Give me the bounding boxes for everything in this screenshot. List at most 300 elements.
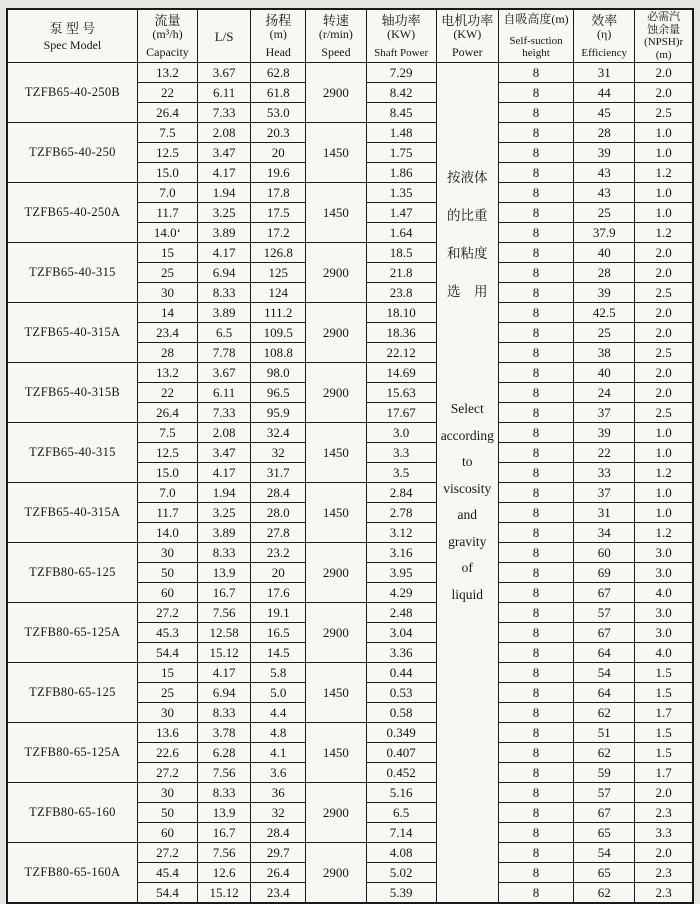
ls-cell: 6.94	[198, 683, 251, 703]
head-cell: 3.6	[251, 763, 306, 783]
efficiency-cell: 43	[574, 183, 635, 203]
head-cell: 17.6	[251, 583, 306, 603]
capacity-cell: 50	[137, 563, 197, 583]
capacity-cell: 13.2	[137, 363, 197, 383]
shaft-power-cell: 3.95	[366, 563, 436, 583]
npsh-cell: 3.0	[635, 603, 693, 623]
efficiency-cell: 37.9	[574, 223, 635, 243]
capacity-cell: 27.2	[137, 763, 197, 783]
suction-cell: 8	[498, 723, 573, 743]
table-row	[7, 363, 693, 383]
head-cell: 17.2	[251, 223, 306, 243]
efficiency-cell: 33	[574, 463, 635, 483]
npsh-cell: 2.0	[635, 83, 693, 103]
npsh-cell: 1.0	[635, 503, 693, 523]
ls-cell: 3.67	[198, 363, 251, 383]
npsh-cell: 1.7	[635, 763, 693, 783]
model-cell: TZFB65-40-250A	[7, 183, 137, 243]
suction-cell: 8	[498, 643, 573, 663]
capacity-cell: 14.0	[137, 523, 197, 543]
head-cell: 32.4	[251, 423, 306, 443]
npsh-cell: 2.5	[635, 343, 693, 363]
head-cell: 124	[251, 283, 306, 303]
efficiency-cell: 65	[574, 823, 635, 843]
motor-power-note: 按液体 的比重 和粘度 选 用 Select according to viscosity and gravity of liquid	[440, 170, 494, 602]
ls-cell: 8.33	[198, 543, 251, 563]
suction-cell: 8	[498, 143, 573, 163]
efficiency-cell: 67	[574, 803, 635, 823]
suction-cell: 8	[498, 163, 573, 183]
ls-cell: 2.08	[198, 423, 251, 443]
table-row	[7, 303, 693, 323]
head-cell: 32	[251, 803, 306, 823]
model-cell: TZFB65-40-250B	[7, 63, 137, 123]
capacity-cell: 27.2	[137, 603, 197, 623]
col-header-speed	[306, 9, 366, 63]
capacity-cell: 22.6	[137, 743, 197, 763]
efficiency-cell: 31	[574, 63, 635, 83]
head-cell: 109.5	[251, 323, 306, 343]
npsh-cell: 2.5	[635, 103, 693, 123]
npsh-cell: 3.0	[635, 563, 693, 583]
npsh-cell: 1.5	[635, 723, 693, 743]
npsh-cell: 1.0	[635, 483, 693, 503]
suction-cell: 8	[498, 443, 573, 463]
shaft-power-cell: 21.8	[366, 263, 436, 283]
capacity-cell: 11.7	[137, 503, 197, 523]
suction-cell: 8	[498, 623, 573, 643]
capacity-cell: 26.4	[137, 103, 197, 123]
npsh-cell: 1.0	[635, 183, 693, 203]
shaft-power-cell: 0.452	[366, 763, 436, 783]
efficiency-cell: 62	[574, 743, 635, 763]
suction-cell: 8	[498, 103, 573, 123]
ls-cell: 4.17	[198, 243, 251, 263]
efficiency-cell: 54	[574, 843, 635, 863]
npsh-cell: 3.0	[635, 543, 693, 563]
capacity-cell: 26.4	[137, 403, 197, 423]
shaft-power-cell: 7.29	[366, 63, 436, 83]
capacity-cell: 25	[137, 263, 197, 283]
efficiency-cell: 67	[574, 583, 635, 603]
npsh-cell: 2.3	[635, 863, 693, 883]
efficiency-cell: 38	[574, 343, 635, 363]
shaft-power-cell: 6.5	[366, 803, 436, 823]
capacity-cell: 22	[137, 83, 197, 103]
efficiency-cell: 28	[574, 263, 635, 283]
table-row	[7, 123, 693, 143]
ls-cell: 3.25	[198, 503, 251, 523]
head-cell: 16.5	[251, 623, 306, 643]
speed-header-en: Speed	[321, 45, 351, 59]
capacity-cell: 30	[137, 283, 197, 303]
ls-cell: 6.28	[198, 743, 251, 763]
speed-cell: 1450	[306, 483, 366, 543]
shaft-power-cell: 3.3	[366, 443, 436, 463]
suction-cell: 8	[498, 383, 573, 403]
ls-cell: 3.67	[198, 63, 251, 83]
head-cell: 53.0	[251, 103, 306, 123]
shaft-power-cell: 7.14	[366, 823, 436, 843]
shaft-power-cell: 1.47	[366, 203, 436, 223]
ls-cell: 3.25	[198, 203, 251, 223]
npsh-cell: 2.0	[635, 303, 693, 323]
shaft-power-cell: 0.53	[366, 683, 436, 703]
capacity-cell: 25	[137, 683, 197, 703]
ls-cell: 4.17	[198, 663, 251, 683]
speed-cell: 2900	[306, 603, 366, 663]
head-cell: 111.2	[251, 303, 306, 323]
speed-cell: 1450	[306, 123, 366, 183]
shaft-power-cell: 1.75	[366, 143, 436, 163]
shaft-power-cell: 8.45	[366, 103, 436, 123]
efficiency-cell: 60	[574, 543, 635, 563]
head-cell: 108.8	[251, 343, 306, 363]
table-row	[7, 723, 693, 743]
table-row	[7, 423, 693, 443]
shaft-power-cell: 2.78	[366, 503, 436, 523]
capacity-cell: 30	[137, 543, 197, 563]
capacity-cell: 50	[137, 803, 197, 823]
shaft-power-cell: 3.16	[366, 543, 436, 563]
head-cell: 23.2	[251, 543, 306, 563]
suction-cell: 8	[498, 263, 573, 283]
speed-header-zh: 转速	[322, 13, 349, 28]
suction-cell: 8	[498, 463, 573, 483]
ls-cell: 2.08	[198, 123, 251, 143]
shaft-power-cell: 5.02	[366, 863, 436, 883]
shaft-power-cell: 14.69	[366, 363, 436, 383]
suction-cell: 8	[498, 543, 573, 563]
capacity-cell: 13.6	[137, 723, 197, 743]
ls-header-label: L/S	[214, 28, 234, 44]
efficiency-cell: 31	[574, 503, 635, 523]
head-cell: 5.0	[251, 683, 306, 703]
ls-cell: 1.94	[198, 483, 251, 503]
shaft-power-cell: 5.39	[366, 883, 436, 904]
speed-cell: 2900	[306, 783, 366, 843]
capacity-cell: 27.2	[137, 843, 197, 863]
suction-cell: 8	[498, 863, 573, 883]
shaft-power-cell: 0.407	[366, 743, 436, 763]
capacity-cell: 30	[137, 783, 197, 803]
head-cell: 26.4	[251, 863, 306, 883]
npsh-header-zh1: 必需汽	[647, 11, 681, 23]
model-cell: TZFB80-65-125	[7, 663, 137, 723]
shaft-power-cell: 4.08	[366, 843, 436, 863]
head-cell: 96.5	[251, 383, 306, 403]
spec-table-body	[7, 63, 693, 904]
head-cell: 61.8	[251, 83, 306, 103]
capacity-cell: 12.5	[137, 443, 197, 463]
speed-cell: 1450	[306, 183, 366, 243]
head-cell: 4.4	[251, 703, 306, 723]
capacity-cell: 15.0	[137, 463, 197, 483]
table-row	[7, 783, 693, 803]
ls-cell: 15.12	[198, 883, 251, 904]
pump-spec-table	[6, 8, 694, 904]
shaft-power-cell: 3.12	[366, 523, 436, 543]
capacity-cell: 45.4	[137, 863, 197, 883]
capacity-cell: 30	[137, 703, 197, 723]
speed-cell: 2900	[306, 303, 366, 363]
npsh-cell: 2.0	[635, 243, 693, 263]
npsh-header-en1: (NPSH)r	[644, 36, 684, 48]
ls-cell: 6.94	[198, 263, 251, 283]
ls-cell: 1.94	[198, 183, 251, 203]
suction-cell: 8	[498, 803, 573, 823]
ls-cell: 16.7	[198, 583, 251, 603]
suction-cell: 8	[498, 123, 573, 143]
efficiency-cell: 54	[574, 663, 635, 683]
ls-cell: 8.33	[198, 783, 251, 803]
ls-cell: 6.11	[198, 83, 251, 103]
suction-cell: 8	[498, 563, 573, 583]
model-cell: TZFB65-40-250	[7, 123, 137, 183]
suction-cell: 8	[498, 743, 573, 763]
suction-cell: 8	[498, 663, 573, 683]
table-row	[7, 243, 693, 263]
capacity-cell: 15.0	[137, 163, 197, 183]
shaft-power-cell: 3.36	[366, 643, 436, 663]
suction-cell: 8	[498, 603, 573, 623]
head-cell: 19.6	[251, 163, 306, 183]
npsh-cell: 1.5	[635, 663, 693, 683]
efficiency-cell: 28	[574, 123, 635, 143]
efficiency-cell: 43	[574, 163, 635, 183]
npsh-cell: 2.0	[635, 783, 693, 803]
head-cell: 126.8	[251, 243, 306, 263]
model-cell: TZFB80-65-125A	[7, 723, 137, 783]
efficiency-cell: 67	[574, 623, 635, 643]
shaft-power-header-en: Shaft Power	[374, 47, 429, 59]
ls-cell: 3.47	[198, 143, 251, 163]
capacity-cell: 54.4	[137, 883, 197, 904]
capacity-cell: 14.0ʻ	[137, 223, 197, 243]
suction-cell: 8	[498, 223, 573, 243]
col-header-capacity	[137, 9, 197, 63]
capacity-header-unit: (m³/h)	[152, 27, 183, 41]
capacity-cell: 60	[137, 823, 197, 843]
npsh-cell: 2.0	[635, 63, 693, 83]
suction-cell: 8	[498, 763, 573, 783]
shaft-power-cell: 1.86	[366, 163, 436, 183]
shaft-power-cell: 18.5	[366, 243, 436, 263]
ls-cell: 16.7	[198, 823, 251, 843]
shaft-power-cell: 18.36	[366, 323, 436, 343]
head-cell: 62.8	[251, 63, 306, 83]
shaft-power-cell: 17.67	[366, 403, 436, 423]
capacity-cell: 45.3	[137, 623, 197, 643]
efficiency-cell: 64	[574, 643, 635, 663]
npsh-cell: 2.5	[635, 403, 693, 423]
npsh-header-zh2: 蚀余量	[647, 23, 681, 36]
shaft-power-header-zh: 轴功率	[381, 13, 421, 28]
shaft-power-cell: 4.29	[366, 583, 436, 603]
col-header-head	[251, 9, 306, 63]
suction-header-zh: 自吸高度(m)	[503, 12, 569, 26]
ls-cell: 6.5	[198, 323, 251, 343]
efficiency-cell: 62	[574, 703, 635, 723]
head-cell: 98.0	[251, 363, 306, 383]
efficiency-cell: 69	[574, 563, 635, 583]
head-cell: 32	[251, 443, 306, 463]
ls-cell: 12.58	[198, 623, 251, 643]
npsh-cell: 1.0	[635, 123, 693, 143]
head-cell: 27.8	[251, 523, 306, 543]
model-cell: TZFB65-40-315A	[7, 483, 137, 543]
head-cell: 20.3	[251, 123, 306, 143]
ls-cell: 3.89	[198, 303, 251, 323]
model-cell: TZFB65-40-315B	[7, 363, 137, 423]
suction-cell: 8	[498, 483, 573, 503]
efficiency-header-unit: (η)	[597, 27, 612, 41]
suction-cell: 8	[498, 243, 573, 263]
shaft-power-cell: 1.64	[366, 223, 436, 243]
col-header-motor-power	[436, 9, 498, 63]
shaft-power-cell: 22.12	[366, 343, 436, 363]
head-cell: 4.1	[251, 743, 306, 763]
shaft-power-cell: 0.44	[366, 663, 436, 683]
ls-cell: 15.12	[198, 643, 251, 663]
shaft-power-cell: 0.349	[366, 723, 436, 743]
efficiency-cell: 24	[574, 383, 635, 403]
ls-cell: 3.89	[198, 223, 251, 243]
suction-cell: 8	[498, 583, 573, 603]
ls-cell: 7.56	[198, 603, 251, 623]
head-cell: 95.9	[251, 403, 306, 423]
motor-power-header-unit: (KW)	[453, 27, 482, 41]
table-row	[7, 663, 693, 683]
efficiency-cell: 39	[574, 283, 635, 303]
model-cell: TZFB65-40-315	[7, 243, 137, 303]
head-header-unit: (m)	[269, 27, 287, 41]
suction-cell: 8	[498, 423, 573, 443]
capacity-cell: 22	[137, 383, 197, 403]
npsh-cell: 1.2	[635, 463, 693, 483]
efficiency-cell: 57	[574, 603, 635, 623]
ls-cell: 4.17	[198, 463, 251, 483]
shaft-power-cell: 0.58	[366, 703, 436, 723]
npsh-cell: 2.3	[635, 883, 693, 904]
col-header-ls	[198, 9, 251, 63]
npsh-cell: 1.5	[635, 683, 693, 703]
table-row	[7, 843, 693, 863]
shaft-power-cell: 2.84	[366, 483, 436, 503]
table-header-row	[7, 9, 693, 63]
motor-power-header-zh: 电机功率	[441, 13, 494, 28]
speed-cell: 1450	[306, 723, 366, 783]
suction-cell: 8	[498, 523, 573, 543]
capacity-cell: 7.5	[137, 423, 197, 443]
ls-cell: 13.9	[198, 563, 251, 583]
efficiency-cell: 62	[574, 883, 635, 904]
npsh-cell: 1.2	[635, 223, 693, 243]
efficiency-cell: 39	[574, 143, 635, 163]
npsh-cell: 3.0	[635, 623, 693, 643]
speed-cell: 2900	[306, 63, 366, 123]
capacity-cell: 7.0	[137, 183, 197, 203]
ls-cell: 13.9	[198, 803, 251, 823]
npsh-cell: 1.0	[635, 203, 693, 223]
head-cell: 28.4	[251, 823, 306, 843]
table-row	[7, 483, 693, 503]
efficiency-cell: 40	[574, 243, 635, 263]
table-row	[7, 63, 693, 83]
efficiency-cell: 44	[574, 83, 635, 103]
capacity-cell: 7.5	[137, 123, 197, 143]
col-header-efficiency	[574, 9, 635, 63]
speed-cell: 2900	[306, 843, 366, 904]
shaft-power-cell: 5.16	[366, 783, 436, 803]
head-cell: 17.5	[251, 203, 306, 223]
head-cell: 14.5	[251, 643, 306, 663]
suction-cell: 8	[498, 63, 573, 83]
capacity-cell: 14	[137, 303, 197, 323]
efficiency-cell: 40	[574, 363, 635, 383]
speed-cell: 2900	[306, 363, 366, 423]
head-cell: 125	[251, 263, 306, 283]
col-header-npsh	[635, 9, 693, 63]
motor-power-header-en: Power	[451, 45, 483, 59]
capacity-cell: 11.7	[137, 203, 197, 223]
ls-cell: 8.33	[198, 703, 251, 723]
npsh-cell: 1.0	[635, 443, 693, 463]
npsh-cell: 1.0	[635, 423, 693, 443]
shaft-power-cell: 2.48	[366, 603, 436, 623]
suction-cell: 8	[498, 783, 573, 803]
npsh-cell: 1.7	[635, 703, 693, 723]
capacity-cell: 15	[137, 243, 197, 263]
motor-power-note-cell	[436, 63, 498, 904]
suction-cell: 8	[498, 203, 573, 223]
ls-cell: 4.17	[198, 163, 251, 183]
npsh-cell: 1.5	[635, 743, 693, 763]
suction-cell: 8	[498, 503, 573, 523]
efficiency-cell: 45	[574, 103, 635, 123]
model-cell: TZFB65-40-315	[7, 423, 137, 483]
model-cell: TZFB80-65-160A	[7, 843, 137, 904]
suction-cell: 8	[498, 403, 573, 423]
ls-cell: 7.33	[198, 403, 251, 423]
npsh-header-en2: (m)	[655, 48, 672, 61]
head-cell: 20	[251, 143, 306, 163]
head-cell: 20	[251, 563, 306, 583]
efficiency-cell: 37	[574, 403, 635, 423]
efficiency-cell: 42.5	[574, 303, 635, 323]
table-row	[7, 603, 693, 623]
npsh-cell: 1.2	[635, 523, 693, 543]
shaft-power-cell: 1.35	[366, 183, 436, 203]
head-cell: 23.4	[251, 883, 306, 904]
speed-cell: 1450	[306, 423, 366, 483]
head-cell: 5.8	[251, 663, 306, 683]
head-header-en: Head	[265, 45, 291, 59]
suction-cell: 8	[498, 183, 573, 203]
head-header-zh: 扬程	[265, 13, 292, 28]
ls-cell: 7.56	[198, 843, 251, 863]
suction-cell: 8	[498, 843, 573, 863]
shaft-power-cell: 23.8	[366, 283, 436, 303]
model-cell: TZFB80-65-125A	[7, 603, 137, 663]
capacity-cell: 13.2	[137, 63, 197, 83]
shaft-power-cell: 15.63	[366, 383, 436, 403]
head-cell: 31.7	[251, 463, 306, 483]
head-cell: 4.8	[251, 723, 306, 743]
suction-header-en2: height	[522, 47, 550, 59]
npsh-cell: 2.0	[635, 843, 693, 863]
suction-cell: 8	[498, 303, 573, 323]
